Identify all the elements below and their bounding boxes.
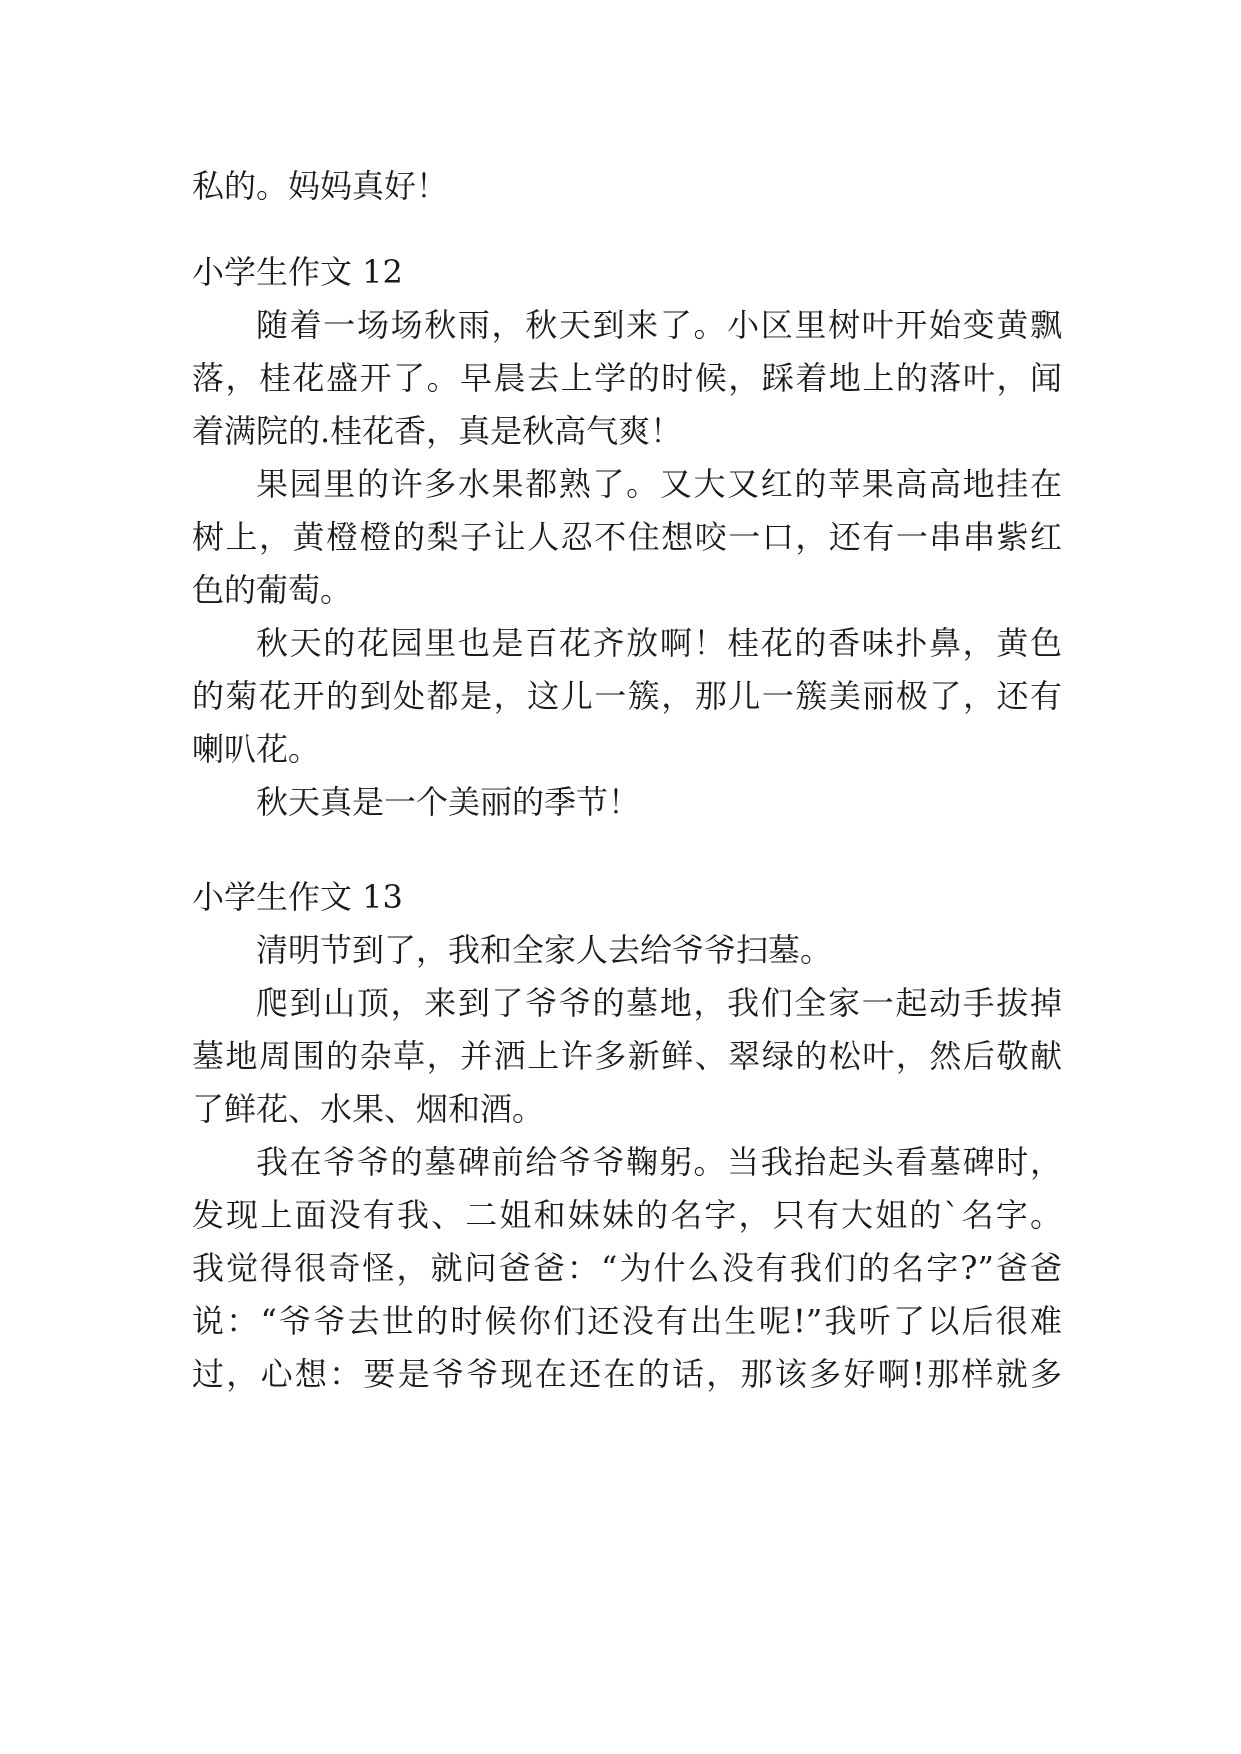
paragraph-line: 的菊花开的到处都是，这儿一簇，那儿一簇美丽极了，还有 bbox=[192, 677, 1062, 715]
paragraph-line: 私的。妈妈真好！ bbox=[192, 167, 449, 205]
paragraph-line: 说：“爷爷去世的时候你们还没有出生呢!”我听了以后很难 bbox=[192, 1302, 1062, 1340]
paragraph-line: 发现上面没有我、二姐和妹妹的名字，只有大姐的`名字。 bbox=[192, 1196, 1062, 1234]
paragraph-line: 爬到山顶，来到了爷爷的墓地，我们全家一起动手拔掉 bbox=[256, 984, 1062, 1022]
paragraph-line: 着满院的.桂花香，真是秋高气爽！ bbox=[192, 412, 683, 450]
paragraph-line: 色的葡萄。 bbox=[192, 571, 353, 609]
paragraph-line: 秋天的花园里也是百花齐放啊！桂花的香味扑鼻，黄色 bbox=[256, 624, 1062, 662]
paragraph-line: 了鲜花、水果、烟和酒。 bbox=[192, 1090, 545, 1128]
paragraph-line: 墓地周围的杂草，并洒上许多新鲜、翠绿的松叶，然后敬献 bbox=[192, 1037, 1062, 1075]
paragraph-line: 树上，黄橙橙的梨子让人忍不住想咬一口，还有一串串紫红 bbox=[192, 518, 1062, 556]
paragraph-line: 落，桂花盛开了。早晨去上学的时候，踩着地上的落叶，闻 bbox=[192, 359, 1062, 397]
paragraph-line: 清明节到了，我和全家人去给爷爷扫墓。 bbox=[256, 931, 833, 969]
paragraph-line: 果园里的许多水果都熟了。又大又红的苹果高高地挂在 bbox=[256, 465, 1062, 503]
paragraph-line: 随着一场场秋雨，秋天到来了。小区里树叶开始变黄飘 bbox=[256, 306, 1062, 344]
paragraph-line: 秋天真是一个美丽的季节！ bbox=[256, 783, 641, 821]
essay-heading-12: 小学生作文 12 bbox=[192, 253, 403, 291]
paragraph-line: 过，心想：要是爷爷现在还在的话，那该多好啊!那样就多 bbox=[192, 1355, 1062, 1393]
paragraph-line: 喇叭花。 bbox=[192, 730, 321, 768]
essay-heading-13: 小学生作文 13 bbox=[192, 878, 403, 916]
paragraph-line: 我在爷爷的墓碑前给爷爷鞠躬。当我抬起头看墓碑时， bbox=[256, 1143, 1062, 1181]
paragraph-line: 我觉得很奇怪，就问爸爸：“为什么没有我们的名字?”爸爸 bbox=[192, 1249, 1062, 1287]
